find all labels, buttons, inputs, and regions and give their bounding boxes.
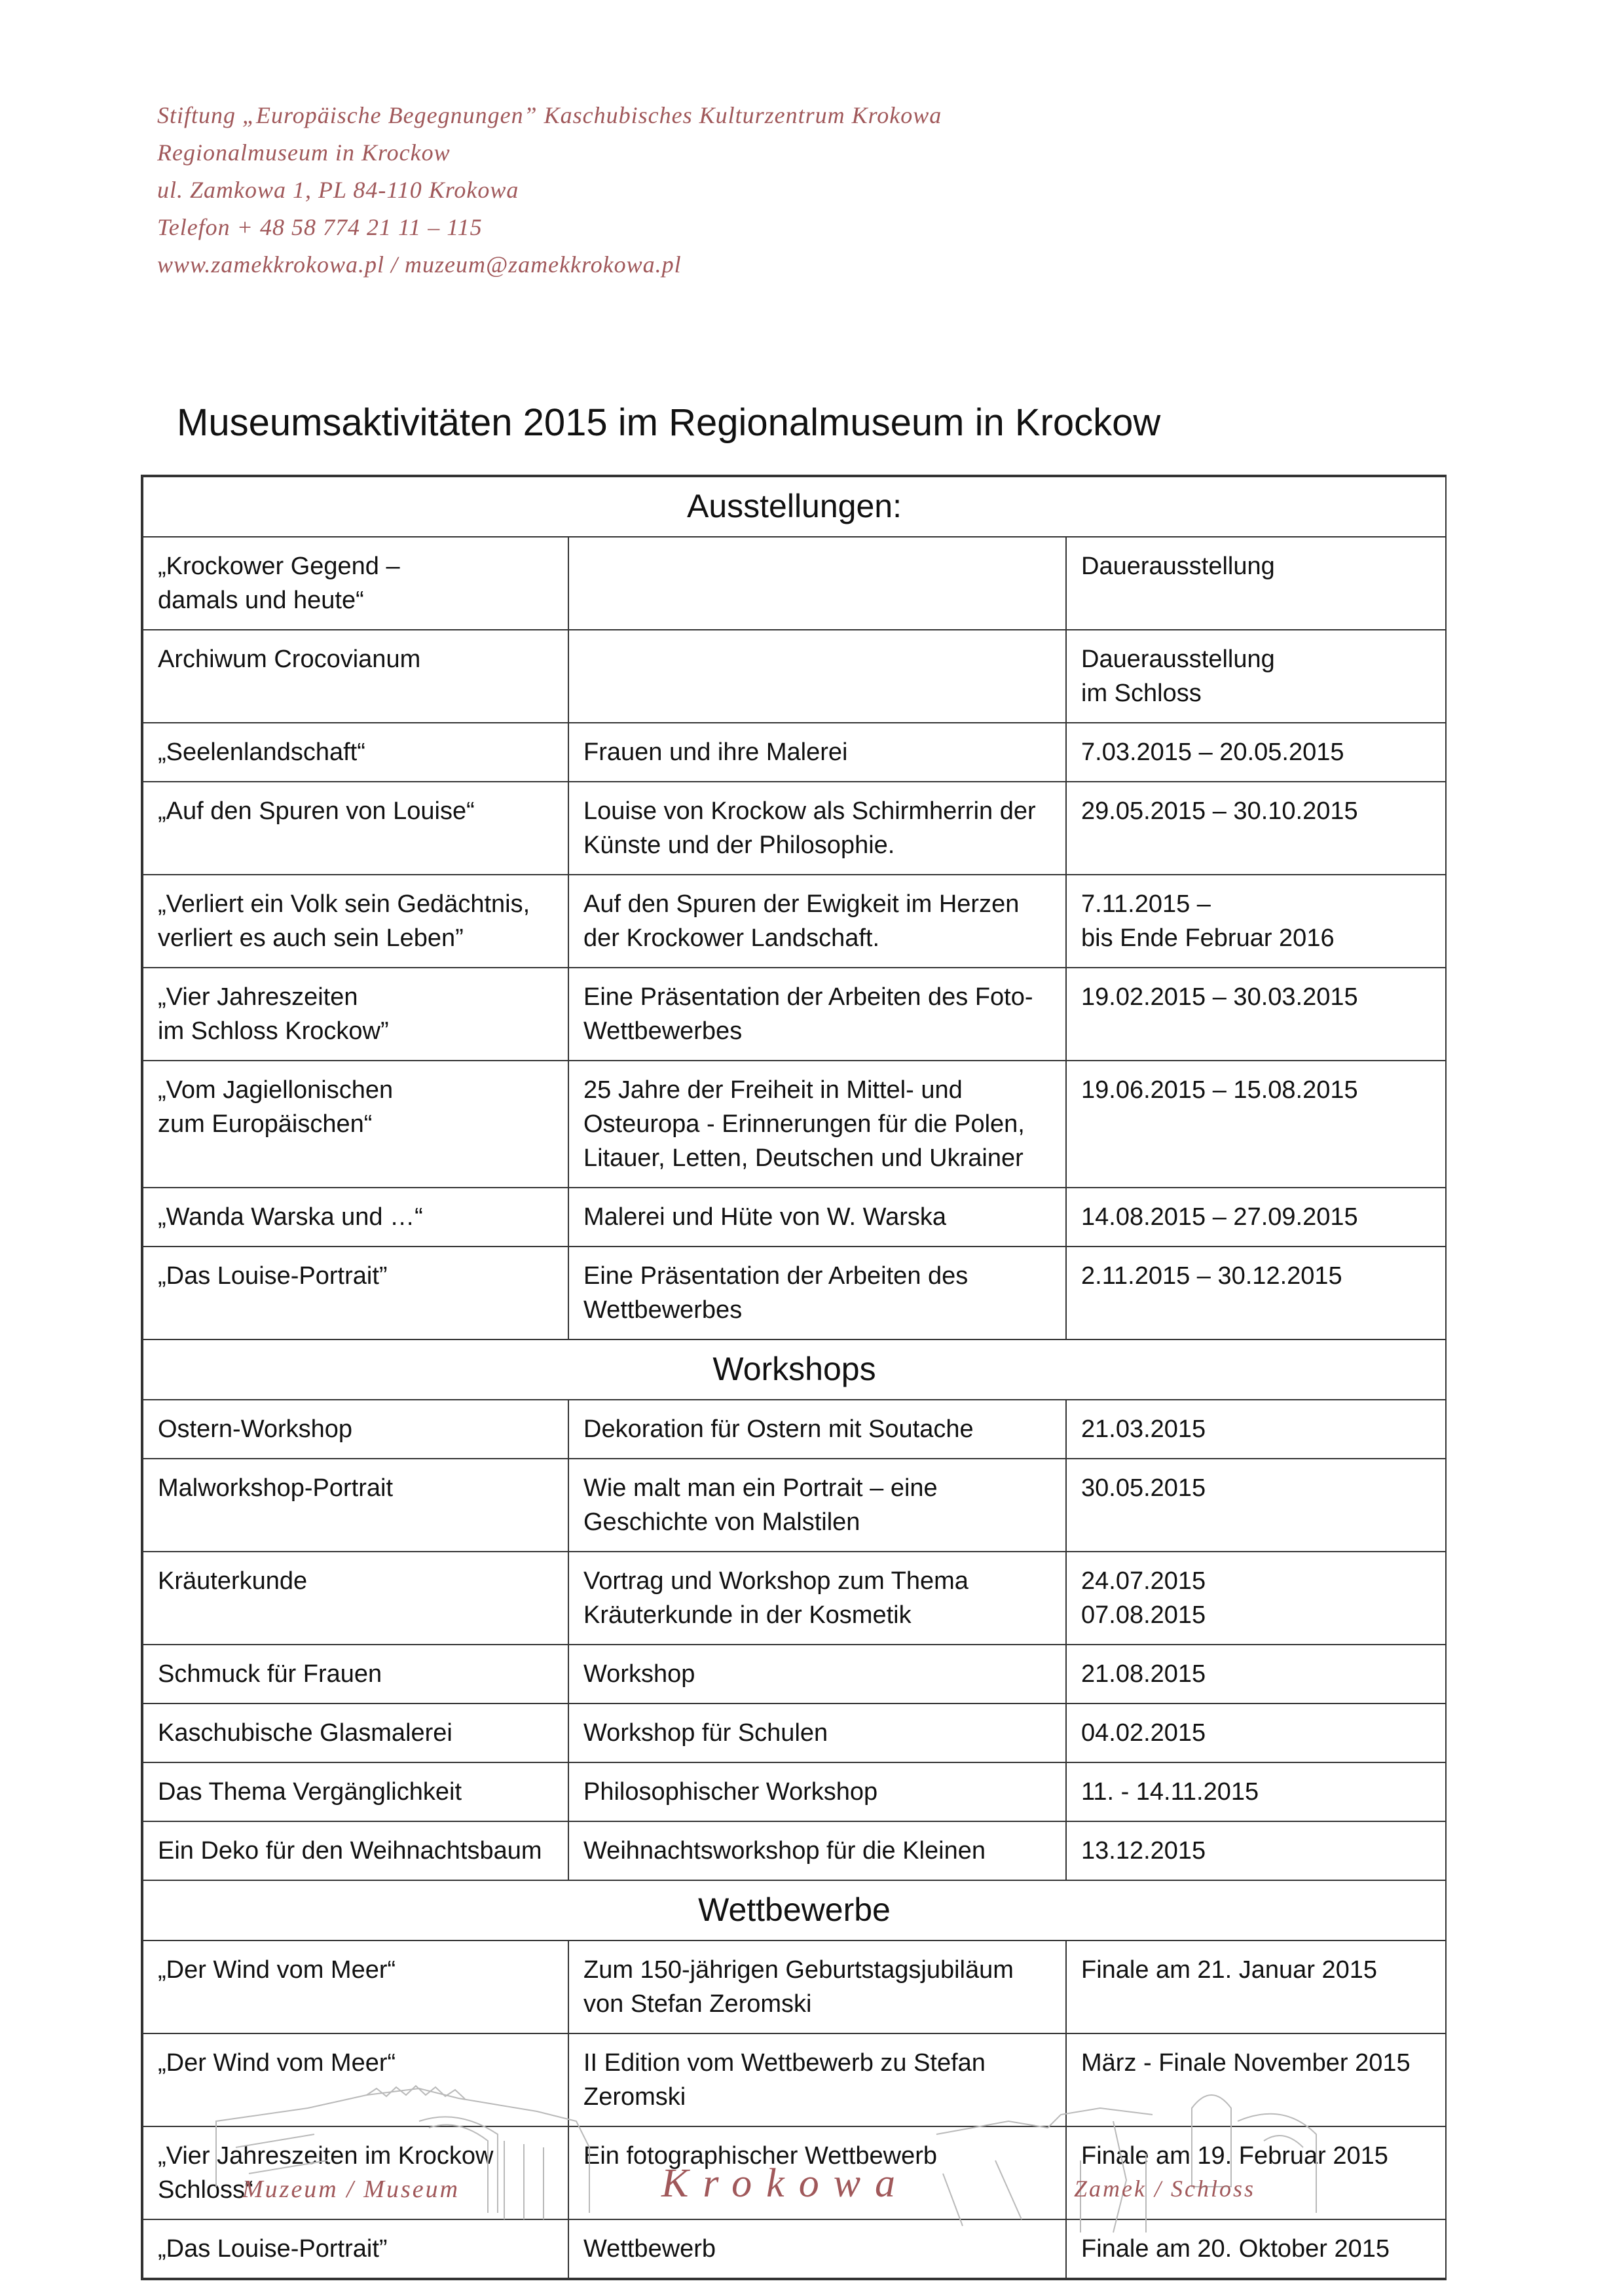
table-row: [143, 1459, 1446, 1552]
activity-date: 24.07.2015 07.08.2015: [1066, 1552, 1446, 1645]
activity-description: Louise von Krockow als Schirmherrin der Künste und der Philosophie.: [568, 782, 1066, 875]
table-row: [143, 1552, 1446, 1645]
section-exhibitions: [143, 477, 1446, 1339]
activity-date: Finale am 19. Februar 2015: [1066, 2126, 1446, 2219]
activity-title: „Krockower Gegend – damals und heute“: [143, 537, 568, 630]
activity-description: [568, 537, 1066, 630]
activity-title: „Vier Jahreszeiten im Krockow Schloss“: [143, 2126, 568, 2219]
activity-title: „Wanda Warska und …“: [143, 1188, 568, 1247]
activity-description: Auf den Spuren der Ewigkeit im Herzen der Krockower Landschaft.: [568, 875, 1066, 968]
activity-description: Wettbewerb: [568, 2219, 1066, 2278]
letterhead-phone: Telefon + 48 58 774 21 11 – 115: [157, 214, 483, 240]
footer-krokowa-logo: Krokowa: [661, 2161, 910, 2206]
activity-title: „Seelenlandschaft“: [143, 723, 568, 782]
activity-description: Wie malt man ein Portrait – eine Geschichte von Malstilen: [568, 1459, 1066, 1552]
activity-title: „Vom Jagiellonischen zum Europäischen“: [143, 1061, 568, 1188]
activity-title: Das Thema Vergänglichkeit: [143, 1762, 568, 1821]
activity-date: März - Finale November 2015: [1066, 2033, 1446, 2126]
table-row: [143, 782, 1446, 875]
section-heading: Workshops: [143, 1339, 1446, 1400]
activity-description: Workshop für Schulen: [568, 1704, 1066, 1762]
letterhead-web-email[interactable]: www.zamekkrokowa.pl / muzeum@zamekkrokowa.pl: [157, 251, 682, 278]
activity-description: Weihnachtsworkshop für die Kleinen: [568, 1821, 1066, 1880]
footer-museum-label: Muzeum / Museum: [242, 2176, 460, 2203]
activity-date: Finale am 21. Januar 2015: [1066, 1941, 1446, 2033]
section-heading: Wettbewerbe: [143, 1880, 1446, 1941]
activity-description: [568, 630, 1066, 723]
section-heading: Ausstellungen:: [143, 477, 1446, 537]
activity-title: „Das Louise-Portrait”: [143, 1247, 568, 1339]
footer-castle-label: Zamek / Schloss: [1074, 2176, 1255, 2202]
activity-date: 7.11.2015 – bis Ende Februar 2016: [1066, 875, 1446, 968]
activity-description: Eine Präsentation der Arbeiten des Foto- Wettbewerbes: [568, 968, 1066, 1061]
activity-date: 11. - 14.11.2015: [1066, 1762, 1446, 1821]
activity-description: II Edition vom Wettbewerb zu Stefan Zeromski: [568, 2033, 1066, 2126]
activity-date: Dauerausstellung: [1066, 537, 1446, 630]
activity-date: 30.05.2015: [1066, 1459, 1446, 1552]
activity-date: 04.02.2015: [1066, 1704, 1446, 1762]
table-row: [143, 1941, 1446, 2033]
section-heading-row: [143, 1339, 1446, 1400]
document-title: Museumsaktivitäten 2015 im Regionalmuseum in Krockow: [177, 401, 1161, 444]
table-row: [143, 1061, 1446, 1188]
table-row: [143, 1645, 1446, 1704]
table-row: [143, 630, 1446, 723]
section-workshops: [143, 1339, 1446, 1880]
activity-description: Vortrag und Workshop zum Thema Kräuterkunde in der Kosmetik: [568, 1552, 1066, 1645]
activity-date: 19.02.2015 – 30.03.2015: [1066, 968, 1446, 1061]
activity-description: Workshop: [568, 1645, 1066, 1704]
table-row: [143, 1762, 1446, 1821]
activity-title: Ein Deko für den Weihnachtsbaum: [143, 1821, 568, 1880]
activities-table: [141, 475, 1447, 2280]
activity-title: „Der Wind vom Meer“: [143, 1941, 568, 2033]
letterhead-museum: Regionalmuseum in Krockow: [157, 139, 451, 166]
activity-title: Kräuterkunde: [143, 1552, 568, 1645]
table-row: [143, 1400, 1446, 1459]
activity-description: Dekoration für Ostern mit Soutache: [568, 1400, 1066, 1459]
table-row: [143, 1704, 1446, 1762]
activity-title: „Verliert ein Volk sein Gedächtnis, verliert es auch sein Leben”: [143, 875, 568, 968]
activity-title: Archiwum Crocovianum: [143, 630, 568, 723]
activity-date: Dauerausstellung im Schloss: [1066, 630, 1446, 723]
activity-description: Philosophischer Workshop: [568, 1762, 1066, 1821]
section-heading-row: [143, 1880, 1446, 1941]
letterhead-foundation: Stiftung „Europäische Begegnungen” Kaschubisches Kulturzentrum Krokowa: [157, 102, 942, 128]
activity-title: „Das Louise-Portrait”: [143, 2219, 568, 2278]
activity-title: „Der Wind vom Meer“: [143, 2033, 568, 2126]
activity-date: 29.05.2015 – 30.10.2015: [1066, 782, 1446, 875]
table-row: [143, 1821, 1446, 1880]
activity-date: 7.03.2015 – 20.05.2015: [1066, 723, 1446, 782]
activity-description: 25 Jahre der Freiheit in Mittel- und Osteuropa - Erinnerungen für die Polen, Litauer, Letten, Deutschen und Ukrainer: [568, 1061, 1066, 1188]
table-row: [143, 1188, 1446, 1247]
activity-date: 21.08.2015: [1066, 1645, 1446, 1704]
activity-description: Zum 150-jährigen Geburtstagsjubiläum von Stefan Zeromski: [568, 1941, 1066, 2033]
section-heading-row: [143, 477, 1446, 537]
activity-description: Malerei und Hüte von W. Warska: [568, 1188, 1066, 1247]
activity-title: „Vier Jahreszeiten im Schloss Krockow”: [143, 968, 568, 1061]
activity-date: 21.03.2015: [1066, 1400, 1446, 1459]
letterhead-address: ul. Zamkowa 1, PL 84-110 Krokowa: [157, 177, 519, 203]
activity-title: Ostern-Workshop: [143, 1400, 568, 1459]
activity-date: Finale am 20. Oktober 2015: [1066, 2219, 1446, 2278]
table-row: [143, 875, 1446, 968]
activity-description: Frauen und ihre Malerei: [568, 723, 1066, 782]
activity-title: „Auf den Spuren von Louise“: [143, 782, 568, 875]
activity-title: Kaschubische Glasmalerei: [143, 1704, 568, 1762]
letterhead: [157, 97, 1139, 283]
activity-title: Malworkshop-Portrait: [143, 1459, 568, 1552]
table-row: [143, 968, 1446, 1061]
activity-description: Ein fotographischer Wettbewerb: [568, 2126, 1066, 2219]
table-row: [143, 537, 1446, 630]
activity-title: Schmuck für Frauen: [143, 1645, 568, 1704]
table-row: [143, 723, 1446, 782]
activity-description: Eine Präsentation der Arbeiten des Wettbewerbes: [568, 1247, 1066, 1339]
activity-date: 13.12.2015: [1066, 1821, 1446, 1880]
table-row: [143, 1247, 1446, 1339]
activity-date: 19.06.2015 – 15.08.2015: [1066, 1061, 1446, 1188]
activity-date: 14.08.2015 – 27.09.2015: [1066, 1188, 1446, 1247]
activity-date: 2.11.2015 – 30.12.2015: [1066, 1247, 1446, 1339]
